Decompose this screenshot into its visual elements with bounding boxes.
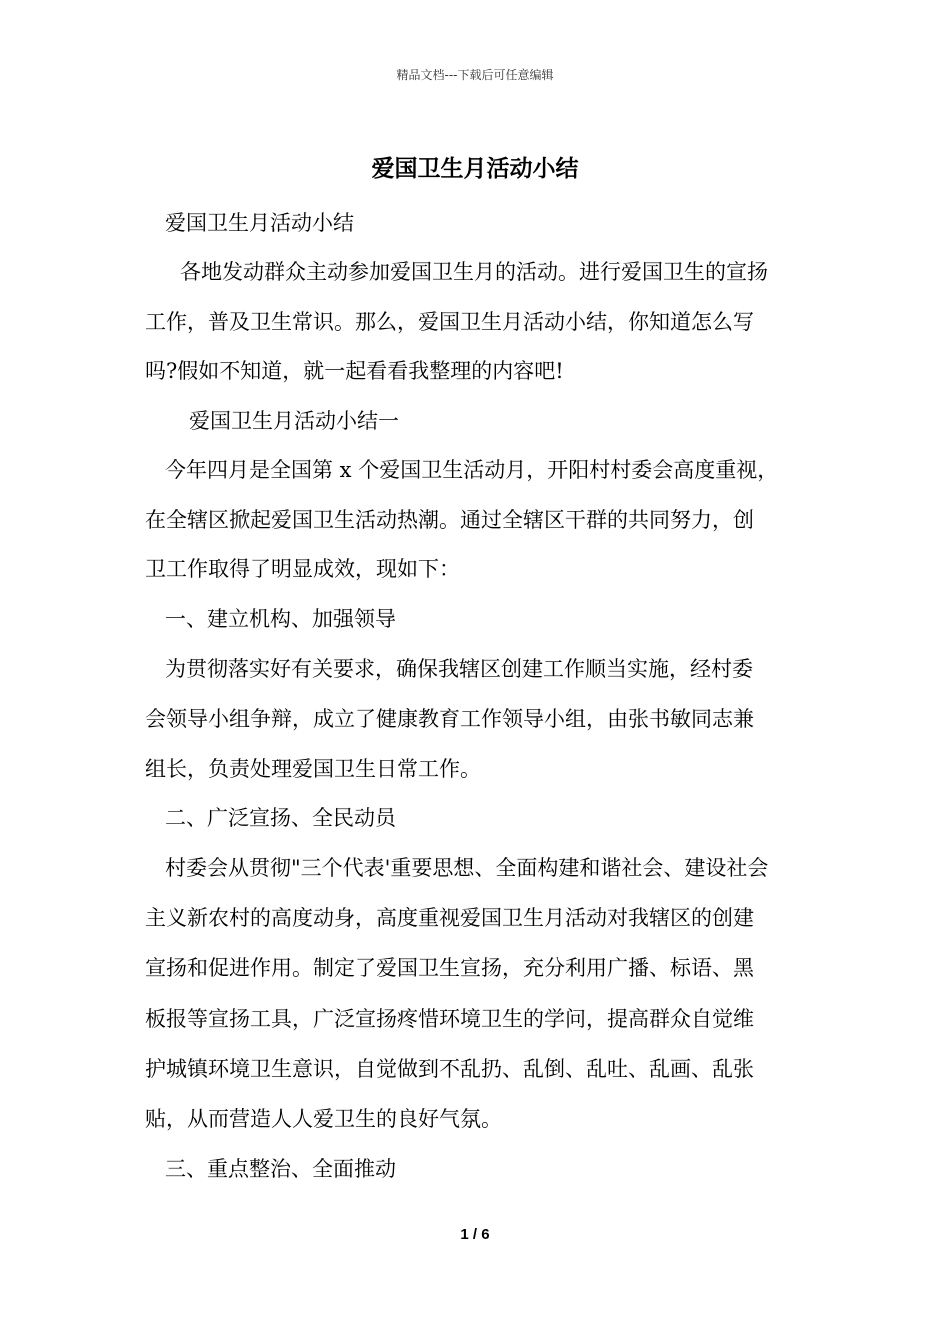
page-number: 1 / 6 (460, 1226, 490, 1243)
paragraph-line: 在全辖区掀起爱国卫生活动热潮。通过全辖区干群的共同努力，创 (145, 508, 754, 532)
section-heading: 一、建立机构、加强领导 (165, 607, 396, 631)
document-title: 爱国卫生月活动小结 (371, 155, 579, 182)
paragraph-line: 卫工作取得了明显成效，现如下： (145, 557, 460, 581)
paragraph-line: 组长，负责处理爱国卫生日常工作。 (145, 757, 481, 781)
paragraph-line: 为贯彻落实好有关要求，确保我辖区创建工作顺当实施，经村委 (165, 657, 753, 681)
paragraph-line: 工作，普及卫生常识。那么，爱国卫生月活动小结，你知道怎么写 (145, 310, 754, 334)
paragraph-line: 护城镇环境卫生意识，自觉做到不乱扔、乱倒、乱吐、乱画、乱张 (145, 1057, 754, 1081)
header-note: 精品文档---下载后可任意编辑 (396, 68, 554, 82)
paragraph-line: 吗?假如不知道，就一起看看我整理的内容吧! (145, 359, 564, 383)
section-heading: 二、广泛宣扬、全民动员 (165, 806, 396, 830)
subtitle-line: 爱国卫生月活动小结 (165, 211, 354, 235)
section-heading: 三、重点整治、全面推动 (165, 1157, 396, 1181)
paragraph-line: 今年四月是全国第 x 个爱国卫生活动月，开阳村村委会高度重视， (165, 458, 779, 482)
paragraph-line: 主义新农村的高度动身，高度重视爱国卫生月活动对我辖区的创建 (145, 906, 754, 930)
paragraph-line: 贴，从而营造人人爱卫生的良好气氛。 (145, 1107, 502, 1131)
paragraph-line: 村委会从贯彻"三个代表'重要思想、全面构建和谐社会、建设社会 (165, 856, 769, 880)
paragraph-line: 会领导小组争辩，成立了健康教育工作领导小组，由张书敏同志兼 (145, 707, 754, 731)
paragraph-line: 各地发动群众主动参加爱国卫生月的活动。进行爱国卫生的宣扬 (180, 260, 768, 284)
section-heading: 爱国卫生月活动小结一 (189, 409, 399, 433)
paragraph-line: 板报等宣扬工具，广泛宣扬疼惜环境卫生的学问，提高群众自觉维 (145, 1007, 754, 1031)
paragraph-line: 宣扬和促进作用。制定了爱国卫生宣扬，充分利用广播、标语、黑 (145, 956, 754, 980)
